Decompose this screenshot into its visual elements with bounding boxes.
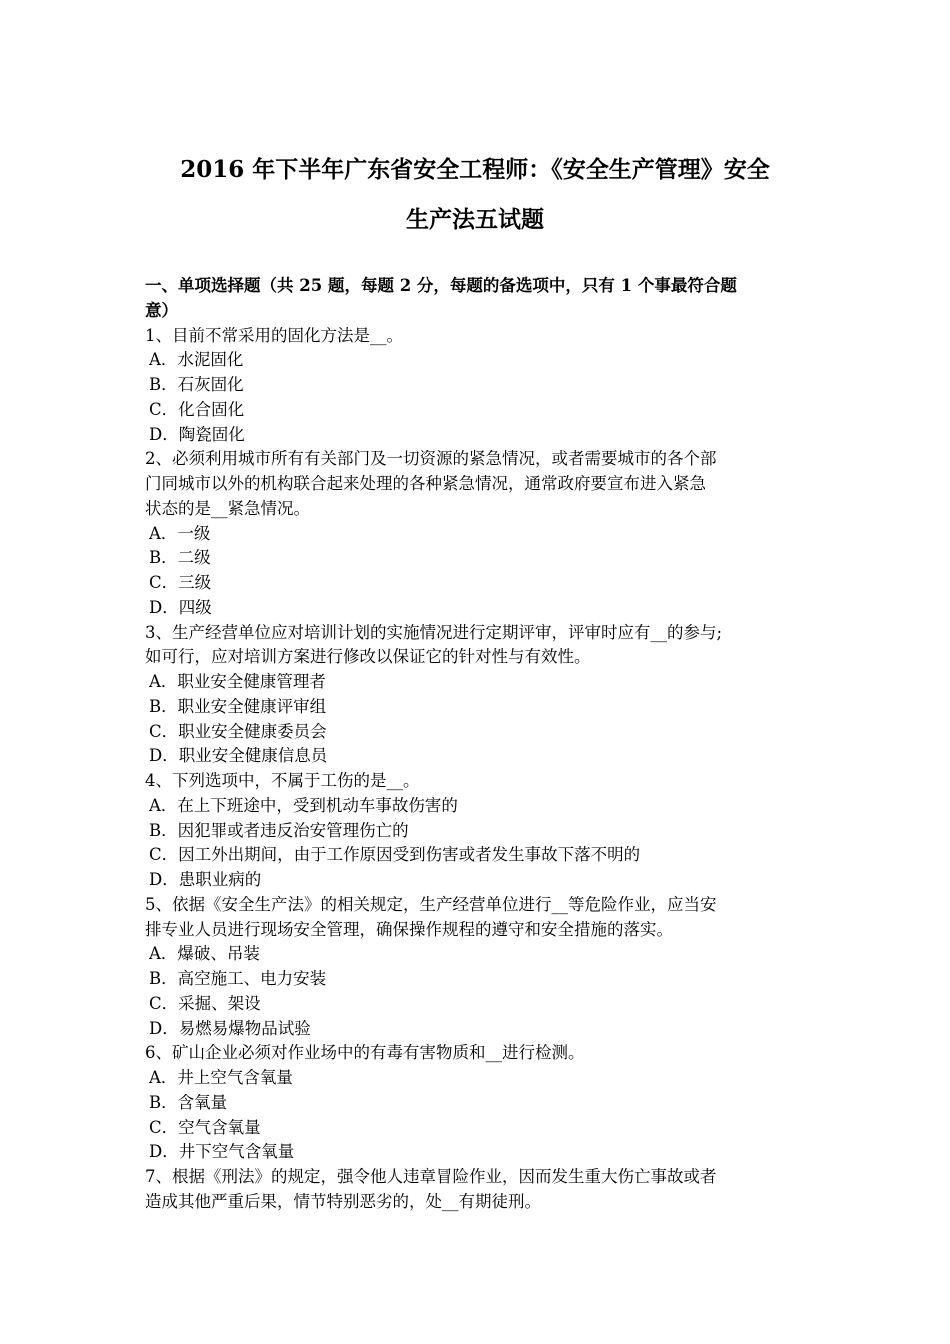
section-heading-line-2: 意） bbox=[145, 300, 178, 320]
question-block bbox=[145, 893, 815, 1042]
answer-option: D．四级 bbox=[149, 597, 212, 617]
question-text-line: 3、生产经营单位应对培训计划的实施情况进行定期评审，评审时应有__的参与; bbox=[145, 622, 723, 642]
question-block bbox=[145, 769, 815, 893]
answer-option: D．易燃易爆物品试验 bbox=[149, 1018, 311, 1038]
question-text-line: 2、必须利用城市所有有关部门及一切资源的紧急情况，或者需要城市的各个部 bbox=[145, 449, 717, 469]
document-body bbox=[145, 274, 815, 1215]
answer-option: B．二级 bbox=[149, 548, 211, 568]
question-text-line: 4、下列选项中，不属于工伤的是__。 bbox=[145, 771, 420, 790]
section-heading-line-1: 一、单项选择题（共 25 题，每题 2 分，每题的备选项中，只有 1 个事最符合题 bbox=[145, 276, 737, 295]
answer-option: C．因工外出期间，由于工作原因受到伤害或者发生事故下落不明的 bbox=[149, 845, 641, 865]
answer-option: D．陶瓷固化 bbox=[149, 424, 245, 444]
question-block bbox=[145, 1165, 815, 1215]
answer-option: A．爆破、吊装 bbox=[149, 944, 260, 964]
question-text-line: 状态的是__紧急情况。 bbox=[145, 498, 310, 518]
question-text-line: 门同城市以外的机构联合起来处理的各种紧急情况，通常政府要宣布进入紧急 bbox=[145, 474, 706, 493]
answer-option: A．一级 bbox=[149, 523, 211, 543]
answer-option: C．三级 bbox=[149, 573, 212, 592]
document-title-line-1: 2016 年下半年广东省安全工程师：《安全生产管理》安全 bbox=[180, 156, 770, 183]
answer-option: B．石灰固化 bbox=[149, 375, 244, 394]
question-text-line: 6、矿山企业必须对作业场中的有毒有害物质和__进行检测。 bbox=[145, 1043, 585, 1063]
question-list bbox=[145, 324, 815, 1215]
question-block bbox=[145, 621, 815, 770]
question-block bbox=[145, 324, 815, 448]
answer-option: B．职业安全健康评审组 bbox=[149, 696, 327, 716]
answer-option: C．空气含氧量 bbox=[149, 1117, 261, 1137]
answer-option: A．井上空气含氧量 bbox=[149, 1068, 293, 1087]
question-text-line: 7、根据《刑法》的规定，强令他人违章冒险作业，因而发生重大伤亡事故或者 bbox=[145, 1167, 717, 1186]
document-title-line-2: 生产法五试题 bbox=[406, 206, 544, 233]
question-text-line: 1、目前不常采用的固化方法是__。 bbox=[145, 325, 403, 345]
answer-option: D．职业安全健康信息员 bbox=[149, 746, 328, 766]
question-text-line: 排专业人员进行现场安全管理，确保操作规程的遵守和安全措施的落实。 bbox=[145, 919, 673, 939]
answer-option: A．职业安全健康管理者 bbox=[149, 672, 326, 691]
answer-option: B．因犯罪或者违反治安管理伤亡的 bbox=[149, 820, 409, 840]
question-text-line: 如可行，应对培训方案进行修改以保证它的针对性与有效性。 bbox=[145, 647, 591, 667]
answer-option: C．职业安全健康委员会 bbox=[149, 721, 327, 741]
answer-option: D．患职业病的 bbox=[149, 870, 262, 889]
answer-option: C．化合固化 bbox=[149, 399, 245, 419]
question-block bbox=[145, 447, 815, 620]
question-text-line: 5、依据《安全生产法》的相关规定，生产经营单位进行__等危险作业，应当安 bbox=[145, 894, 717, 914]
question-block bbox=[145, 1041, 815, 1165]
answer-option: D．井下空气含氧量 bbox=[149, 1142, 295, 1162]
question-text-line: 造成其他严重后果，情节特别恶劣的，处__有期徒刑。 bbox=[145, 1191, 541, 1211]
answer-option: B．含氧量 bbox=[149, 1092, 228, 1112]
answer-option: C．采掘、架设 bbox=[149, 993, 261, 1013]
answer-option: B．高空施工、电力安装 bbox=[149, 969, 327, 988]
answer-option: A．水泥固化 bbox=[149, 350, 244, 370]
answer-option: A．在上下班途中，受到机动车事故伤害的 bbox=[149, 795, 458, 815]
